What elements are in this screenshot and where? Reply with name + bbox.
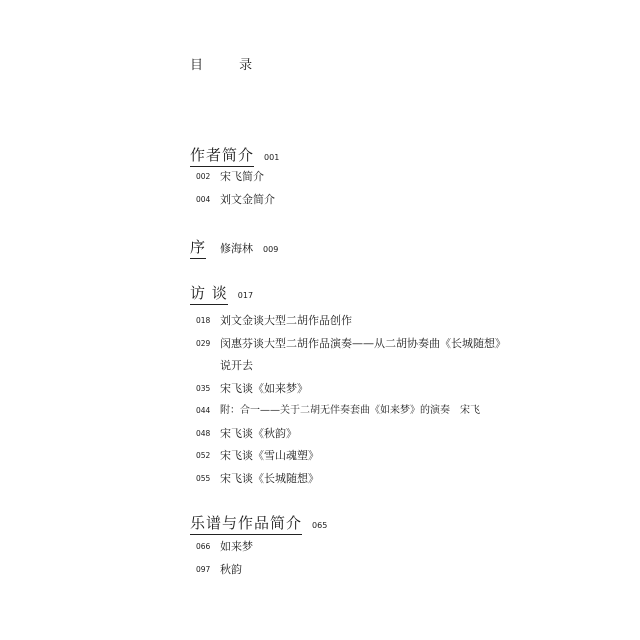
entry-page-number: 018 bbox=[196, 316, 211, 325]
toc-section-scores bbox=[190, 512, 327, 581]
entry-title: 宋飞谈《雪山魂塑》 bbox=[220, 449, 319, 462]
entry-page-number: 035 bbox=[196, 383, 211, 393]
toc-entry[interactable] bbox=[190, 536, 327, 559]
toc-entry[interactable] bbox=[190, 189, 279, 212]
section-heading bbox=[190, 144, 279, 164]
entry-title: 宋飞简介 bbox=[220, 170, 264, 183]
entry-list bbox=[190, 536, 327, 581]
toc-title: 目 录 bbox=[190, 58, 269, 73]
entry-title: 宋飞谈《如来梦》 bbox=[220, 381, 308, 395]
entry-page-number: 002 bbox=[196, 172, 211, 181]
entry-page-number: 052 bbox=[196, 451, 211, 460]
entry-page-number: 055 bbox=[196, 473, 211, 483]
toc-entry[interactable] bbox=[190, 423, 506, 446]
toc-section-interviews bbox=[190, 282, 506, 490]
section-title[interactable]: 访 谈 bbox=[190, 282, 228, 305]
entry-page-number: 066 bbox=[196, 542, 211, 551]
section-title[interactable]: 乐谱与作品简介 bbox=[190, 512, 302, 535]
section-heading bbox=[190, 236, 278, 256]
toc-entry[interactable] bbox=[190, 400, 506, 423]
entry-title: 附：合一——关于二胡无伴奏套曲《如来梦》的演奏 宋飞 bbox=[220, 405, 480, 416]
toc-entry[interactable] bbox=[190, 166, 279, 189]
entry-page-number: 048 bbox=[196, 428, 211, 438]
entry-page-number: 029 bbox=[196, 338, 211, 348]
toc-section-preface bbox=[190, 236, 278, 256]
toc-entry[interactable] bbox=[190, 445, 506, 468]
toc-entry[interactable] bbox=[190, 378, 506, 401]
toc-section-author-bios bbox=[190, 144, 279, 211]
toc-entry[interactable] bbox=[190, 333, 506, 356]
entry-title: 刘文金简介 bbox=[220, 192, 275, 206]
entry-title: 闵惠芬谈大型二胡作品演奏——从二胡协奏曲《长城随想》 bbox=[220, 336, 506, 350]
entry-page-number: 004 bbox=[196, 194, 211, 204]
entry-list bbox=[190, 310, 506, 490]
entry-title: 宋飞谈《秋韵》 bbox=[220, 426, 297, 440]
section-title[interactable]: 序 bbox=[190, 236, 206, 259]
entry-page-number: 044 bbox=[196, 406, 211, 415]
section-author: 修海林 bbox=[220, 242, 254, 255]
section-page-number: 009 bbox=[263, 245, 279, 254]
toc-entry[interactable] bbox=[190, 310, 506, 333]
toc-entry[interactable] bbox=[190, 559, 327, 582]
section-title[interactable]: 作者简介 bbox=[190, 144, 254, 167]
section-page-number: 017 bbox=[237, 291, 254, 300]
entry-title: 说开去 bbox=[220, 359, 253, 372]
entry-title: 刘文金谈大型二胡作品创作 bbox=[220, 314, 352, 327]
toc-entry-continuation[interactable] bbox=[190, 355, 506, 378]
entry-title: 秋韵 bbox=[220, 562, 242, 576]
section-page-number: 065 bbox=[312, 521, 328, 530]
section-heading bbox=[190, 512, 327, 532]
section-heading bbox=[190, 282, 506, 302]
section-page-number: 001 bbox=[264, 153, 280, 162]
entry-page-number: 097 bbox=[196, 564, 211, 574]
entry-title: 如来梦 bbox=[220, 540, 253, 553]
toc-entry[interactable] bbox=[190, 468, 506, 491]
entry-title: 宋飞谈《长城随想》 bbox=[220, 471, 319, 485]
entry-list bbox=[190, 166, 279, 211]
